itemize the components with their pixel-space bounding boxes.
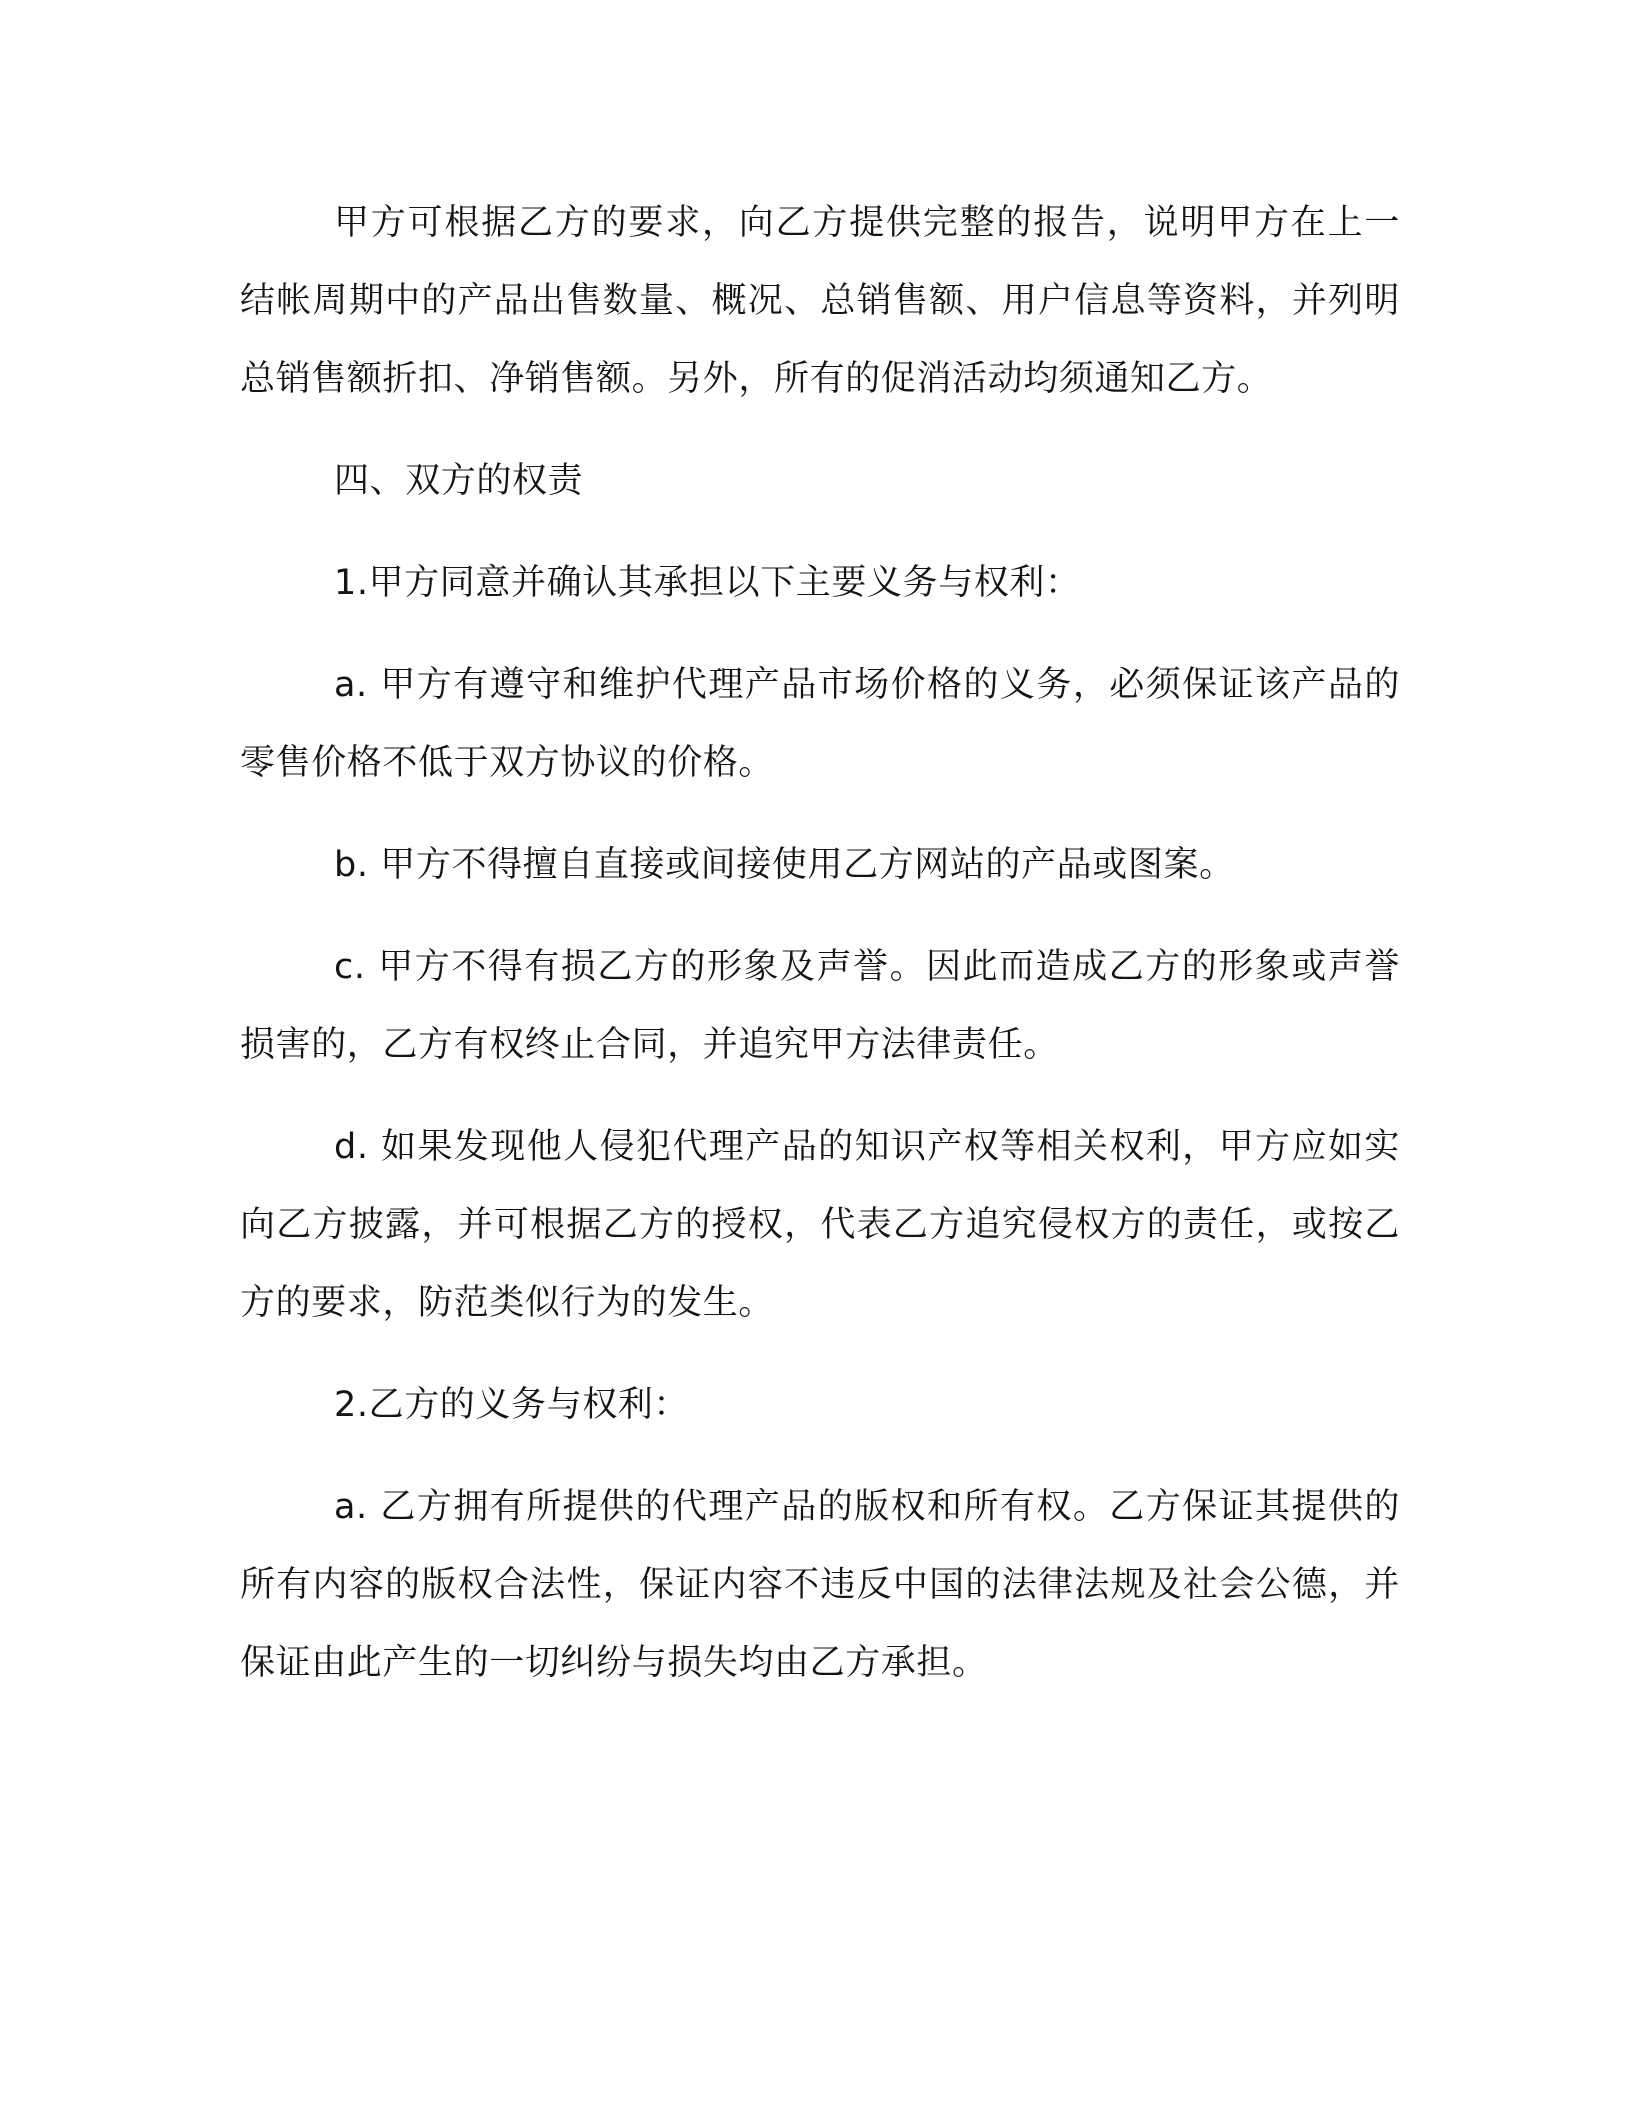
- clause-party-a-item-a: a. 甲方有遵守和维护代理产品市场价格的义务，必须保证该产品的零售价格不低于双方协议的价格。: [240, 665, 1400, 783]
- paragraph-gap: [240, 1084, 1400, 1108]
- paragraph-gap: [240, 904, 1400, 928]
- clause-party-a-item-d: d. 如果发现他人侵犯代理产品的知识产权等相关权利，甲方应如实向乙方披露，并可根据乙方的授权，代表乙方追究侵权方的责任，或按乙方的要求，防范类似行为的发生。: [240, 1127, 1400, 1323]
- clause-party-a-heading: 1.甲方同意并确认其承担以下主要义务与权利：: [334, 563, 1081, 603]
- paragraph-report-obligation: 甲方可根据乙方的要求，向乙方提供完整的报告，说明甲方在上一结帐周期中的产品出售数量、概况、总销售额、用户信息等资料，并列明总销售额折扣、净销售额。另外，所有的促消活动均须通知乙方。: [240, 203, 1400, 399]
- paragraph-gap: [240, 802, 1400, 826]
- paragraph-gap: [240, 418, 1400, 442]
- paragraph-gap: [240, 1342, 1400, 1366]
- document-body: [240, 184, 1400, 1702]
- section-heading-rights-duties: 四、双方的权责: [334, 461, 584, 501]
- paragraph-gap: [240, 1444, 1400, 1468]
- paragraph-gap: [240, 622, 1400, 646]
- clause-party-a-item-b: b. 甲方不得擅自直接或间接使用乙方网站的产品或图案。: [334, 845, 1235, 885]
- clause-party-a-item-c: c. 甲方不得有损乙方的形象及声誉。因此而造成乙方的形象或声誉损害的，乙方有权终止合同，并追究甲方法律责任。: [240, 947, 1400, 1065]
- clause-party-b-heading: 2.乙方的义务与权利：: [334, 1385, 689, 1425]
- clause-party-b-item-a: a. 乙方拥有所提供的代理产品的版权和所有权。乙方保证其提供的所有内容的版权合法性，保证内容不违反中国的法律法规及社会公德，并保证由此产生的一切纠纷与损失均由乙方承担。: [240, 1487, 1400, 1683]
- paragraph-gap: [240, 520, 1400, 544]
